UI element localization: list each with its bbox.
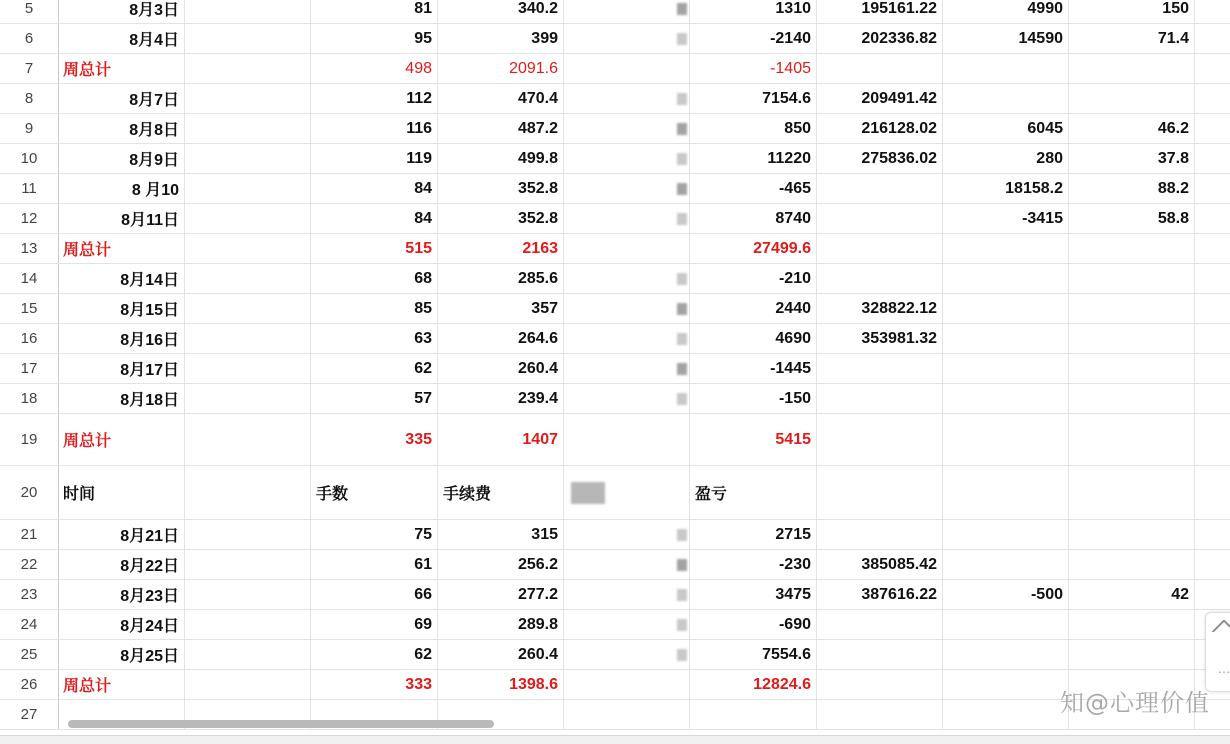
pnl-cell[interactable]: 27499.6 [690,234,817,263]
lots-cell[interactable]: 84 [311,174,438,203]
empty-cell[interactable] [185,24,311,53]
table-row [0,324,1230,354]
empty-cell[interactable] [185,324,311,353]
pnl-cell[interactable]: -1445 [690,354,817,383]
redacted-block [677,3,687,15]
column-header-lots[interactable]: 手数 [311,466,438,519]
pnl-cell[interactable]: 7554.6 [690,640,817,669]
lots-cell[interactable]: 62 [311,354,438,383]
c10-cell[interactable] [1069,84,1195,113]
table-row [0,264,1230,294]
redacted-block [677,649,687,661]
empty-cell[interactable] [185,354,311,383]
row-number[interactable]: 22 [0,550,59,579]
redacted-cell[interactable] [564,580,690,609]
empty-cell[interactable] [1195,354,1230,383]
pnl-cell[interactable]: 12824.6 [690,670,817,699]
bal-cell[interactable] [817,640,943,669]
empty-cell[interactable] [185,384,311,413]
pnl-cell[interactable]: 2715 [690,520,817,549]
bal-cell[interactable]: 353981.32 [817,324,943,353]
redacted-block [571,482,605,504]
c10-cell[interactable] [1069,324,1195,353]
bal-cell[interactable] [817,354,943,383]
lots-cell[interactable]: 66 [311,580,438,609]
redacted-block [677,619,687,631]
table-row [0,294,1230,324]
table-row [0,54,1230,84]
date-cell[interactable]: 周总计 [58,414,185,465]
redacted-block [677,33,687,45]
pnl-cell[interactable]: 1310 [690,0,817,23]
redacted-cell[interactable] [564,204,690,233]
table-row [0,24,1230,54]
redacted-block [677,589,687,601]
date-cell[interactable]: 8月15日 [58,294,185,323]
table-row [0,640,1230,670]
date-cell[interactable]: 8月17日 [58,354,185,383]
fee-cell[interactable]: 499.8 [438,144,564,173]
redacted-cell[interactable] [564,114,690,143]
empty-cell[interactable] [1195,24,1230,53]
row-number[interactable]: 27 [0,700,59,729]
bal-cell[interactable]: 202336.82 [817,24,943,53]
empty-cell[interactable] [1069,466,1195,519]
row-number[interactable]: 11 [0,174,59,203]
redacted-block [677,303,687,315]
lots-cell[interactable]: 116 [311,114,438,143]
empty-cell[interactable] [1195,520,1230,549]
redacted-block [677,273,687,285]
date-cell[interactable]: 周总计 [58,670,185,699]
c10-cell[interactable]: 88.2 [1069,174,1195,203]
c10-cell[interactable]: 42 [1069,580,1195,609]
c10-cell[interactable] [1069,610,1195,639]
c10-cell[interactable] [1069,354,1195,383]
date-cell[interactable]: 8月14日 [58,264,185,293]
fee-cell[interactable]: 2163 [438,234,564,263]
c9-cell[interactable]: 4990 [943,0,1069,23]
row-number[interactable]: 19 [0,414,59,465]
row-number[interactable]: 17 [0,354,59,383]
lots-cell[interactable]: 61 [311,550,438,579]
redacted-cell[interactable] [564,174,690,203]
c9-cell[interactable] [943,234,1069,263]
redacted-cell[interactable] [564,294,690,323]
redacted-block [677,333,687,345]
lots-cell[interactable]: 333 [311,670,438,699]
redacted-header-cell[interactable] [564,466,690,519]
row-number[interactable]: 20 [0,466,59,519]
c9-cell[interactable]: 280 [943,144,1069,173]
row-number[interactable]: 10 [0,144,59,173]
fee-cell[interactable]: 239.4 [438,384,564,413]
bal-cell[interactable]: 387616.22 [817,580,943,609]
fee-cell[interactable]: 315 [438,520,564,549]
redacted-cell[interactable] [564,640,690,669]
c9-cell[interactable] [943,84,1069,113]
pnl-cell[interactable]: 4690 [690,324,817,353]
bal-cell[interactable]: 328822.12 [817,294,943,323]
bal-cell[interactable] [817,264,943,293]
redacted-cell[interactable] [564,144,690,173]
date-cell[interactable]: 8月18日 [58,384,185,413]
empty-cell[interactable] [185,610,311,639]
table-row [0,466,1230,520]
fee-cell[interactable]: 277.2 [438,580,564,609]
row-number[interactable]: 7 [0,54,59,83]
redacted-block [677,393,687,405]
redacted-cell[interactable] [564,24,690,53]
bal-cell[interactable]: 195161.22 [817,0,943,23]
lots-cell[interactable]: 95 [311,24,438,53]
fee-cell[interactable]: 352.8 [438,174,564,203]
redacted-cell[interactable] [564,520,690,549]
empty-cell[interactable] [185,414,311,465]
c10-cell[interactable] [1069,384,1195,413]
empty-cell[interactable] [185,640,311,669]
row-number[interactable]: 26 [0,670,59,699]
date-cell[interactable]: 8月7日 [58,84,185,113]
empty-cell[interactable] [185,84,311,113]
c9-cell[interactable] [943,550,1069,579]
c9-cell[interactable] [943,640,1069,669]
row-number[interactable]: 9 [0,114,59,143]
table-row [0,234,1230,264]
table-row [0,354,1230,384]
c10-cell[interactable] [1069,234,1195,263]
c9-cell[interactable] [943,670,1069,699]
empty-cell[interactable] [185,264,311,293]
empty-cell[interactable] [1195,234,1230,263]
empty-cell[interactable] [185,54,311,83]
empty-cell[interactable] [1195,54,1230,83]
fee-cell[interactable]: 399 [438,24,564,53]
date-cell[interactable]: 8月23日 [58,580,185,609]
empty-cell[interactable] [185,234,311,263]
c10-cell[interactable]: 58.8 [1069,204,1195,233]
bal-cell[interactable] [817,414,943,465]
horizontal-scrollbar[interactable] [58,717,1230,731]
c10-cell[interactable]: 46.2 [1069,114,1195,143]
fee-cell[interactable]: 470.4 [438,84,564,113]
empty-cell[interactable] [817,466,943,519]
c10-cell[interactable]: 37.8 [1069,144,1195,173]
row-number[interactable]: 21 [0,520,59,549]
redacted-block [677,363,687,375]
bal-cell[interactable] [817,234,943,263]
empty-cell[interactable] [1195,264,1230,293]
pnl-cell[interactable]: -690 [690,610,817,639]
empty-cell[interactable] [185,114,311,143]
lots-cell[interactable]: 119 [311,144,438,173]
lots-cell[interactable]: 335 [311,414,438,465]
empty-cell[interactable] [185,670,311,699]
c10-cell[interactable] [1069,54,1195,83]
pnl-cell[interactable]: -465 [690,174,817,203]
c10-cell[interactable] [1069,640,1195,669]
redacted-cell[interactable] [564,670,690,699]
date-cell[interactable]: 8月21日 [58,520,185,549]
row-number[interactable]: 24 [0,610,59,639]
row-number[interactable]: 14 [0,264,59,293]
table-row [0,114,1230,144]
row-number[interactable]: 18 [0,384,59,413]
date-cell[interactable]: 8 月10 [58,174,185,203]
c10-cell[interactable] [1069,294,1195,323]
row-number[interactable]: 13 [0,234,59,263]
empty-cell[interactable] [1195,414,1230,465]
column-header-time[interactable]: 时间 [58,466,185,519]
pnl-cell[interactable]: 8740 [690,204,817,233]
c9-cell[interactable] [943,264,1069,293]
table-row [0,204,1230,234]
date-cell[interactable]: 8月22日 [58,550,185,579]
date-cell[interactable]: 8月25日 [58,640,185,669]
table-row [0,414,1230,466]
c9-cell[interactable] [943,354,1069,383]
empty-cell[interactable] [185,580,311,609]
lots-cell[interactable]: 57 [311,384,438,413]
bal-cell[interactable] [817,204,943,233]
redacted-cell[interactable] [564,610,690,639]
bal-cell[interactable] [817,610,943,639]
date-cell[interactable]: 8月4日 [58,24,185,53]
pnl-cell[interactable]: -1405 [690,54,817,83]
lots-cell[interactable]: 75 [311,520,438,549]
bal-cell[interactable]: 216128.02 [817,114,943,143]
empty-cell[interactable] [1195,294,1230,323]
redacted-cell[interactable] [564,54,690,83]
fee-cell[interactable]: 289.8 [438,610,564,639]
empty-cell[interactable] [1195,174,1230,203]
redacted-cell[interactable] [564,324,690,353]
fee-cell[interactable]: 264.6 [438,324,564,353]
table-row [0,670,1230,700]
c9-cell[interactable] [943,324,1069,353]
c9-cell[interactable] [943,520,1069,549]
redacted-block [677,213,687,225]
date-cell[interactable]: 8月16日 [58,324,185,353]
watermark: 知@心理价值 [1060,689,1210,717]
c9-cell[interactable]: 18158.2 [943,174,1069,203]
lots-cell[interactable]: 498 [311,54,438,83]
column-header-pnl[interactable]: 盈亏 [690,466,817,519]
empty-cell[interactable] [1195,580,1230,609]
c10-cell[interactable]: 71.4 [1069,24,1195,53]
empty-cell[interactable] [185,204,311,233]
horizontal-scrollbar-thumb[interactable] [68,720,494,728]
c9-cell[interactable] [943,414,1069,465]
redacted-block [677,153,687,165]
row-number[interactable]: 8 [0,84,59,113]
lots-cell[interactable]: 62 [311,640,438,669]
date-cell[interactable]: 8月11日 [58,204,185,233]
c9-cell[interactable]: -3415 [943,204,1069,233]
row-number[interactable]: 25 [0,640,59,669]
bal-cell[interactable] [817,174,943,203]
pnl-cell[interactable]: 5415 [690,414,817,465]
lots-cell[interactable]: 81 [311,0,438,23]
redacted-cell[interactable] [564,264,690,293]
date-cell[interactable]: 8月24日 [58,610,185,639]
fee-cell[interactable]: 1407 [438,414,564,465]
c9-cell[interactable] [943,54,1069,83]
bal-cell[interactable] [817,670,943,699]
empty-cell[interactable] [1195,466,1230,519]
row-number[interactable]: 23 [0,580,59,609]
bal-cell[interactable]: 209491.42 [817,84,943,113]
row-number[interactable]: 5 [0,0,59,23]
row-number[interactable]: 6 [0,24,59,53]
fee-cell[interactable]: 352.8 [438,204,564,233]
c10-cell[interactable] [1069,550,1195,579]
empty-cell[interactable] [185,550,311,579]
empty-cell[interactable] [1195,84,1230,113]
empty-cell[interactable] [1195,114,1230,143]
redacted-cell[interactable] [564,384,690,413]
empty-cell[interactable] [185,466,311,519]
table-row [0,0,1230,24]
c9-cell[interactable] [943,294,1069,323]
redacted-block [677,93,687,105]
c10-cell[interactable] [1069,520,1195,549]
empty-cell[interactable] [185,520,311,549]
more-dots-icon: ⋯ [1218,665,1230,679]
redacted-block [677,559,687,571]
empty-cell[interactable] [1195,204,1230,233]
lots-cell[interactable]: 68 [311,264,438,293]
fee-cell[interactable]: 260.4 [438,354,564,383]
empty-cell[interactable] [185,294,311,323]
date-cell[interactable]: 周总计 [58,54,185,83]
table-row [0,384,1230,414]
pnl-cell[interactable]: -230 [690,550,817,579]
table-row [0,580,1230,610]
table-row [0,610,1230,640]
empty-cell[interactable] [1195,324,1230,353]
pnl-cell[interactable]: -150 [690,384,817,413]
empty-cell[interactable] [943,466,1069,519]
redacted-block [677,183,687,195]
empty-cell[interactable] [1195,384,1230,413]
row-number[interactable]: 15 [0,294,59,323]
row-number[interactable]: 16 [0,324,59,353]
redacted-block [677,529,687,541]
c9-cell[interactable] [943,610,1069,639]
bal-cell[interactable] [817,54,943,83]
redacted-cell[interactable] [564,0,690,23]
row-number[interactable]: 12 [0,204,59,233]
fee-cell[interactable]: 1398.6 [438,670,564,699]
lots-cell[interactable]: 515 [311,234,438,263]
bal-cell[interactable]: 275836.02 [817,144,943,173]
empty-cell[interactable] [1195,550,1230,579]
fee-cell[interactable]: 285.6 [438,264,564,293]
table-row [0,520,1230,550]
empty-cell[interactable] [1195,0,1230,23]
fee-cell[interactable]: 260.4 [438,640,564,669]
column-header-fee[interactable]: 手续费 [438,466,564,519]
c10-cell[interactable] [1069,414,1195,465]
redacted-cell[interactable] [564,234,690,263]
pnl-cell[interactable]: -2140 [690,24,817,53]
fee-cell[interactable]: 340.2 [438,0,564,23]
pnl-cell[interactable]: -210 [690,264,817,293]
date-cell[interactable]: 8月9日 [58,144,185,173]
table-row [0,550,1230,580]
pnl-cell[interactable]: 850 [690,114,817,143]
lots-cell[interactable]: 69 [311,610,438,639]
fee-cell[interactable]: 487.2 [438,114,564,143]
empty-cell[interactable] [185,0,311,23]
side-tools-button[interactable] [1205,612,1230,692]
date-cell[interactable]: 周总计 [58,234,185,263]
date-cell[interactable]: 8月3日 [58,0,185,23]
c9-cell[interactable] [943,384,1069,413]
table-row [0,84,1230,114]
empty-cell[interactable] [185,144,311,173]
fee-cell[interactable]: 357 [438,294,564,323]
redacted-cell[interactable] [564,414,690,465]
redacted-cell[interactable] [564,84,690,113]
pnl-cell[interactable]: 3475 [690,580,817,609]
redacted-cell[interactable] [564,550,690,579]
redacted-block [677,123,687,135]
pnl-cell[interactable]: 7154.6 [690,84,817,113]
table-row [0,144,1230,174]
c9-cell[interactable]: 14590 [943,24,1069,53]
fee-cell[interactable]: 2091.6 [438,54,564,83]
lots-cell[interactable]: 112 [311,84,438,113]
c10-cell[interactable] [1069,264,1195,293]
lots-cell[interactable]: 85 [311,294,438,323]
c10-cell[interactable]: 150 [1069,0,1195,23]
bal-cell[interactable] [817,520,943,549]
date-cell[interactable]: 8月8日 [58,114,185,143]
empty-cell[interactable] [185,174,311,203]
pnl-cell[interactable]: 11220 [690,144,817,173]
lots-cell[interactable]: 84 [311,204,438,233]
c9-cell[interactable]: 6045 [943,114,1069,143]
pnl-cell[interactable]: 2440 [690,294,817,323]
c9-cell[interactable]: -500 [943,580,1069,609]
bal-cell[interactable] [817,384,943,413]
lots-cell[interactable]: 63 [311,324,438,353]
table-row [0,174,1230,204]
bal-cell[interactable]: 385085.42 [817,550,943,579]
fee-cell[interactable]: 256.2 [438,550,564,579]
tool-icon [1211,619,1230,644]
empty-cell[interactable] [1195,144,1230,173]
redacted-cell[interactable] [564,354,690,383]
